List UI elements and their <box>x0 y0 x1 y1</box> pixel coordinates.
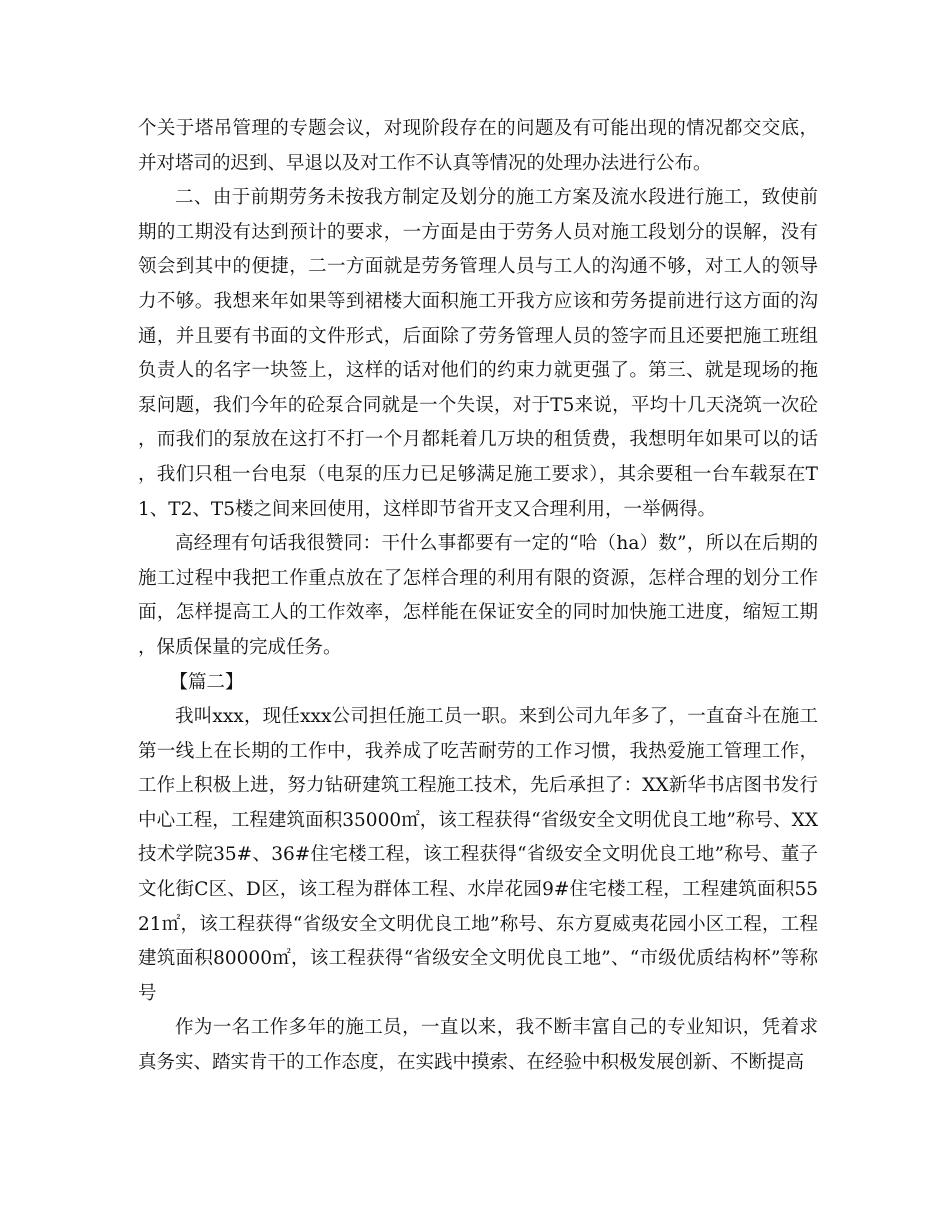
paragraph-manager-quote: 高经理有句话我很赞同：干什么事都要有一定的“哈（ha）数”，所以在后期的施工过程中我把工作重点放在了怎样合理的利用有限的资源，怎样合理的划分工作面，怎样提高工人的工作效率，怎样能在保证安全的同时加快施工进度，缩短工期，保质保量的完成任务。 <box>138 533 818 658</box>
paragraph-self-introduction: 我叫xxx，现任xxx公司担任施工员一职。来到公司九年多了，一直奋斗在施工第一线上在长期的工作中，我养成了吃苦耐劳的工作习惯，我热爱施工管理工作，工作上积极上进，努力钻研建筑工程施工技术，先后承担了：XX新华书店图书发行中心工程，工程建筑面积35000㎡，该工程获得“省级安全文明优良工地”称号、XX技术学院35#、36#住宅楼工程，该工程获得“省级安全文明优良工地”称号、董子文化街C区、D区，该工程为群体工程、水岸花园9#住宅楼工程，工程建筑面积5521㎡，该工程获得“省级安全文明优良工地”称号、东方夏威夷花园小区工程，工程建筑面积80000㎡，该工程获得“省级安全文明优良工地”、“市级优质结构杯”等称号 <box>138 706 818 1004</box>
paragraph-continuation: 个关于塔吊管理的专题会议，对现阶段存在的问题及有可能出现的情况都交交底，并对塔司的迟到、早退以及对工作不认真等情况的处理办法进行公布。 <box>138 118 818 174</box>
paragraph-experience: 作为一名工作多年的施工员，一直以来，我不断丰富自己的专业知识，凭着求真务实、踏实肯干的工作态度，在实践中摸索、在经验中积极发展创新、不断提高 <box>138 1017 818 1074</box>
section-heading-part-two: 【篇二】 <box>169 671 244 693</box>
document-body <box>138 112 818 1081</box>
paragraph-section-two: 二、由于前期劳务未按我方制定及划分的施工方案及流水段进行施工，致使前期的工期没有达到预计的要求，一方面是由于劳务人员对施工段划分的误解，没有领会到其中的便捷，二一方面就是劳务管理人员与工人的沟通不够，对工人的领导力不够。我想来年如果等到裙楼大面积施工开我方应该和劳务提前进行这方面的沟通，并且要有书面的文件形式，后面除了劳务管理人员的签字而且还要把施工班组负责人的名字一块签上，这样的话对他们的约束力就更强了。第三、就是现场的拖泵问题，我们今年的砼泵合同就是一个失误，对于T5来说，平均十几天浇筑一次砼，而我们的泵放在这打不打一个月都耗着几万块的租赁费，我想明年如果可以的话，我们只租一台电泵（电泵的压力已足够满足施工要求），其余要租一台车载泵在T1、T2、T5楼之间来回使用，这样即节省开支又合理利用，一举俩得。 <box>138 187 818 520</box>
